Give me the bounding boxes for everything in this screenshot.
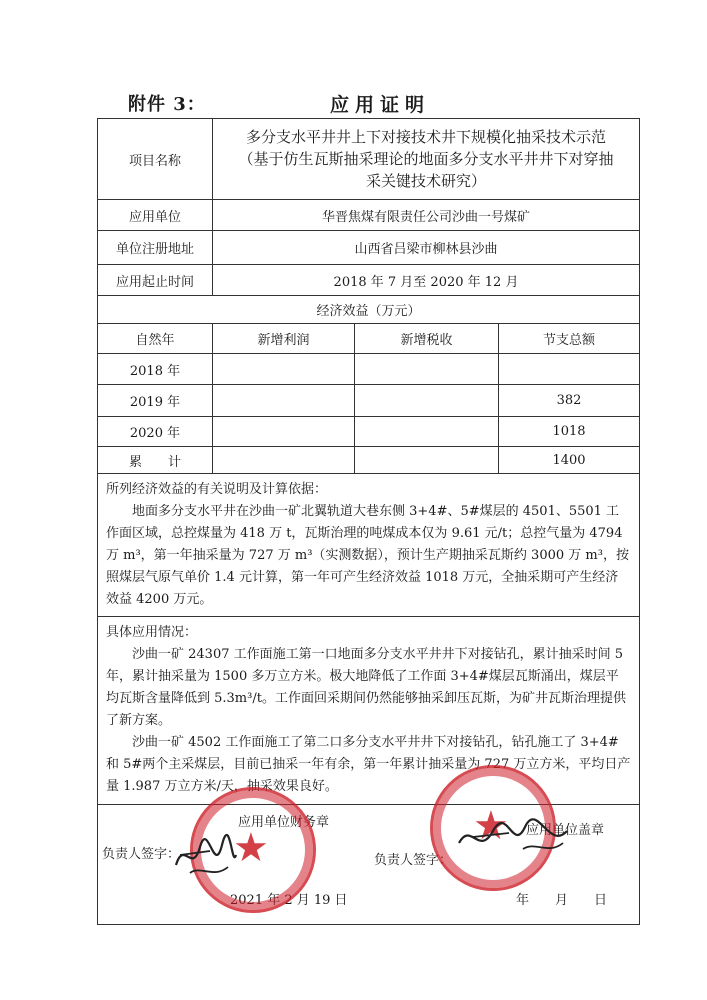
application-paragraph-2: 沙曲一矿 4502 工作面施工了第二口多分支水平井井下对接钻孔，钻孔施工了 3+4#和 5#两个主采煤层，目前已抽采一年有余，第一年累计抽采量为 727 万立方米，平均日产量 1.987 万立方米/天，抽采效果良好。 [106,735,631,794]
certificate-table [97,118,640,925]
document-title: 应用证明 [330,94,431,116]
period-value: 2018 年 7 月至 2020 年 12 月 [213,265,640,296]
application-paragraph-1: 沙曲一矿 24307 工作面施工第一口地面多分支水平井井下对接钻孔，累计抽采时间 5 年，累计抽采量为 1500 多万立方米。极大地降低了工作面 3+4#煤层瓦斯涌出，煤层平均瓦斯含量降低到 5.3m³/t。工作面回采期间仍然能够抽采卸压瓦斯，为矿井瓦斯治理提供了新方案。 [106,647,626,728]
stamp-star-icon: ★ [473,803,509,849]
project-label: 项目名称 [98,119,213,200]
table-row [98,447,640,474]
date-left: 2021 年 2 月 19 日 [230,893,348,908]
unit-seal-label: 应用单位盖章 [526,823,605,838]
profit-cell [213,354,355,385]
tax-cell [355,447,499,474]
person-right-label: 负责人签字： [374,853,453,868]
tax-cell [355,354,499,385]
economic-header-row [98,324,640,354]
period-label: 应用起止时间 [98,265,213,296]
application-cell [98,617,640,805]
tax-cell [355,417,499,447]
savings-cell: 1018 [499,417,640,447]
project-line: 多分支水平井井上下对接技术井下规模化抽采技术示范 [246,128,607,146]
application-row [98,617,640,805]
stamp-star-icon: ★ [233,825,269,871]
signature-row [98,805,640,925]
application-heading: 具体应用情况： [106,625,198,640]
person-left-label: 负责人签字： [102,847,181,862]
address-label: 单位注册地址 [98,231,213,265]
economic-title-row [98,296,640,324]
finance-seal-label: 应用单位财务章 [238,815,330,830]
header-year: 自然年 [98,324,213,354]
economic-title: 经济效益（万元） [98,296,640,324]
table-row [98,417,640,447]
address-value: 山西省吕梁市柳林县沙曲 [213,231,640,265]
signature-left-icon [170,825,240,885]
year-cell: 2018 年 [98,354,213,385]
savings-cell: 382 [499,385,640,417]
profit-cell [213,447,355,474]
signature-right-icon [453,813,573,863]
unit-row [98,200,640,231]
profit-cell [213,417,355,447]
signature-cell [98,805,640,925]
savings-cell: 1400 [499,447,640,474]
address-row [98,231,640,265]
explanation-row [98,474,640,617]
project-line: （基于仿生瓦斯抽采理论的地面多分支水平井井下对穿抽 [238,150,614,168]
tax-cell [355,385,499,417]
project-line: 采关键技术研究） [366,172,487,190]
table-row [98,354,640,385]
unit-value: 华晋焦煤有限责任公司沙曲一号煤矿 [213,200,640,231]
profit-cell [213,385,355,417]
period-row [98,265,640,296]
year-cell: 累 计 [98,447,213,474]
project-name [213,119,640,200]
header-tax: 新增税收 [355,324,499,354]
explanation-cell [98,474,640,617]
header-savings: 节支总额 [499,324,640,354]
year-cell: 2019 年 [98,385,213,417]
project-row [98,119,640,200]
date-right: 年 月 日 [516,893,608,908]
explanation-body: 地面多分支水平井在沙曲一矿北翼轨道大巷东侧 3+4#、5#煤层的 4501、5501 工作面区域，总控煤量为 418 万 t，瓦斯治理的吨煤成本仅为 9.61 元/t；总控气量为 4794 万 m³，第一年抽采量为 727 万 m³（实测数据），预计生产期抽采瓦斯约 3000 万 m³，按照煤层气原气单价 1.4 元计算，第一年可产生经济效益 1018 万元，全抽采期可产生经济效益 4200 万元。 [106,504,629,607]
savings-cell [499,354,640,385]
attachment-label: 附件 3： [128,94,206,115]
year-cell: 2020 年 [98,417,213,447]
unit-label: 应用单位 [98,200,213,231]
header-profit: 新增利润 [213,324,355,354]
explanation-heading: 所列经济效益的有关说明及计算依据： [106,482,328,497]
table-row [98,385,640,417]
